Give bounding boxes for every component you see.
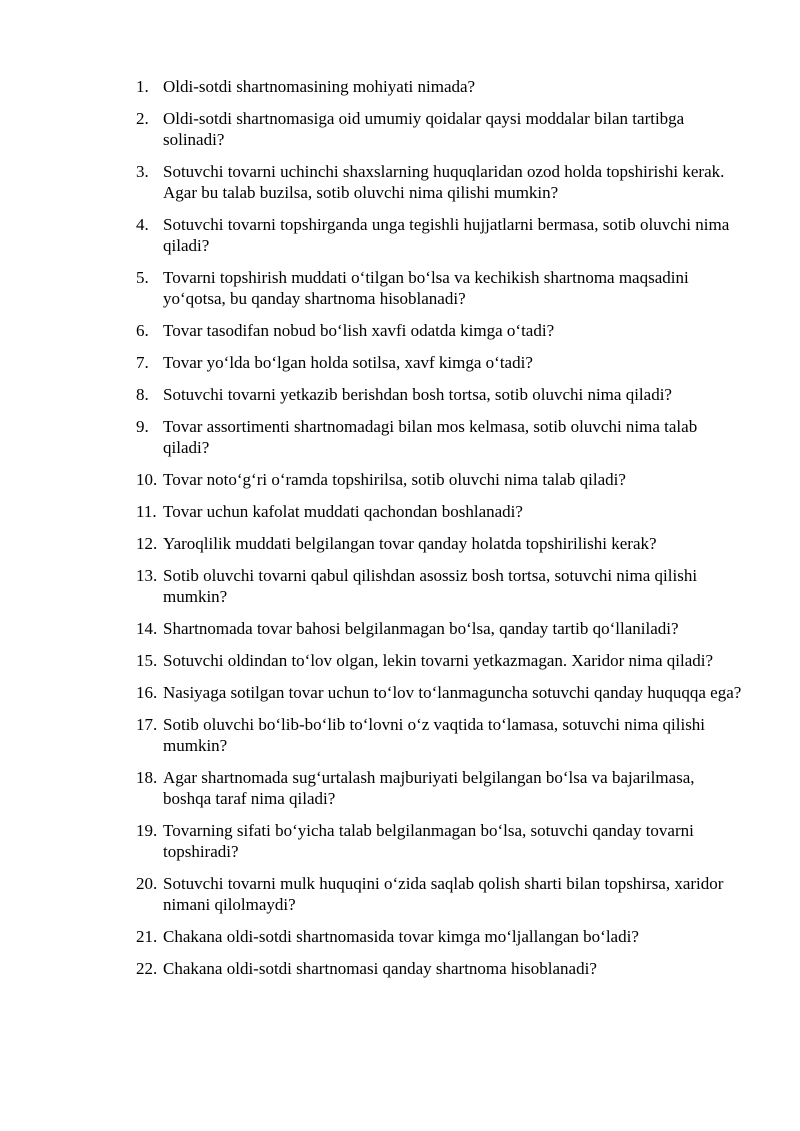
list-item — [136, 565, 746, 607]
list-item — [136, 767, 746, 809]
question-text: Sotuvchi tovarni topshirganda unga tegishli hujjatlarni bermasa, sotib oluvchi nima qiladi? — [163, 215, 730, 255]
item-number: 12. — [136, 534, 158, 553]
list-item — [136, 267, 746, 309]
item-number: 3. — [136, 162, 149, 181]
item-number: 8. — [136, 385, 149, 404]
list-item — [136, 214, 746, 256]
list-item — [136, 108, 746, 150]
question-text: Sotuvchi tovarni yetkazib berishdan bosh tortsa, sotib oluvchi nima qiladi? — [163, 385, 672, 404]
list-item — [136, 618, 746, 639]
question-text: Tovarni topshirish muddati o‘tilgan bo‘lsa va kechikish shartnoma maqsadini yo‘qotsa, bu qanday shartnoma hisoblanadi? — [163, 268, 689, 308]
item-number: 4. — [136, 215, 149, 234]
item-number: 6. — [136, 321, 149, 340]
question-text: Chakana oldi-sotdi shartnomasi qanday shartnoma hisoblanadi? — [163, 959, 597, 978]
question-text: Tovarning sifati bo‘yicha talab belgilanmagan bo‘lsa, sotuvchi qanday tovarni topshiradi? — [163, 821, 694, 861]
list-item — [136, 650, 746, 671]
question-text: Agar shartnomada sug‘urtalash majburiyati belgilangan bo‘lsa va bajarilmasa, boshqa taraf nima qiladi? — [163, 768, 695, 808]
question-list — [136, 76, 746, 990]
list-item — [136, 320, 746, 341]
item-number: 1. — [136, 77, 149, 96]
item-number: 16. — [136, 683, 158, 702]
list-item — [136, 352, 746, 373]
question-text: Sotib oluvchi bo‘lib-bo‘lib to‘lovni o‘z vaqtida to‘lamasa, sotuvchi nima qilishi mumkin? — [163, 715, 706, 755]
item-number: 21. — [136, 927, 158, 946]
list-item — [136, 76, 746, 97]
question-text: Tovar noto‘g‘ri o‘ramda topshirilsa, sotib oluvchi nima talab qiladi? — [163, 470, 626, 489]
question-text: Oldi-sotdi shartnomasining mohiyati nimada? — [163, 77, 476, 96]
item-number: 15. — [136, 651, 158, 670]
item-number: 7. — [136, 353, 149, 372]
list-item — [136, 926, 746, 947]
list-item — [136, 714, 746, 756]
question-text: Oldi-sotdi shartnomasiga oid umumiy qoidalar qaysi moddalar bilan tartibga solinadi? — [163, 109, 685, 149]
list-item — [136, 873, 746, 915]
question-text: Chakana oldi-sotdi shartnomasida tovar kimga mo‘ljallangan bo‘ladi? — [163, 927, 639, 946]
list-item — [136, 469, 746, 490]
question-text: Yaroqlilik muddati belgilangan tovar qanday holatda topshirilishi kerak? — [163, 534, 657, 553]
item-number: 5. — [136, 268, 149, 287]
item-number: 10. — [136, 470, 158, 489]
question-text: Tovar uchun kafolat muddati qachondan boshlanadi? — [163, 502, 523, 521]
item-number: 2. — [136, 109, 149, 128]
list-item — [136, 533, 746, 554]
question-text: Tovar assortimenti shartnomadagi bilan mos kelmasa, sotib oluvchi nima talab qiladi? — [163, 417, 698, 457]
question-text: Sotuvchi oldindan to‘lov olgan, lekin tovarni yetkazmagan. Xaridor nima qiladi? — [163, 651, 714, 670]
item-number: 11. — [136, 502, 157, 521]
list-item — [136, 958, 746, 979]
question-text: Tovar tasodifan nobud bo‘lish xavfi odatda kimga o‘tadi? — [163, 321, 555, 340]
list-item — [136, 161, 746, 203]
question-text: Sotib oluvchi tovarni qabul qilishdan asossiz bosh tortsa, sotuvchi nima qilishi mumkin? — [163, 566, 698, 606]
list-item — [136, 416, 746, 458]
item-number: 13. — [136, 566, 158, 585]
item-number: 19. — [136, 821, 158, 840]
list-item — [136, 682, 746, 703]
item-number: 17. — [136, 715, 158, 734]
question-text: Tovar yo‘lda bo‘lgan holda sotilsa, xavf kimga o‘tadi? — [163, 353, 533, 372]
item-number: 18. — [136, 768, 158, 787]
question-text: Sotuvchi tovarni uchinchi shaxslarning huquqlaridan ozod holda topshirishi kerak. Agar bu talab buzilsa, sotib oluvchi nima qilishi mumkin? — [163, 162, 725, 202]
list-item — [136, 820, 746, 862]
question-text: Nasiyaga sotilgan tovar uchun to‘lov to‘lanmaguncha sotuvchi qanday huquqqa ega? — [163, 683, 742, 702]
item-number: 9. — [136, 417, 149, 436]
item-number: 22. — [136, 959, 158, 978]
item-number: 14. — [136, 619, 158, 638]
list-item — [136, 501, 746, 522]
list-item — [136, 384, 746, 405]
question-text: Shartnomada tovar bahosi belgilanmagan bo‘lsa, qanday tartib qo‘llaniladi? — [163, 619, 679, 638]
item-number: 20. — [136, 874, 158, 893]
question-text: Sotuvchi tovarni mulk huquqini o‘zida saqlab qolish sharti bilan topshirsa, xaridor nimani qilolmaydi? — [163, 874, 724, 914]
